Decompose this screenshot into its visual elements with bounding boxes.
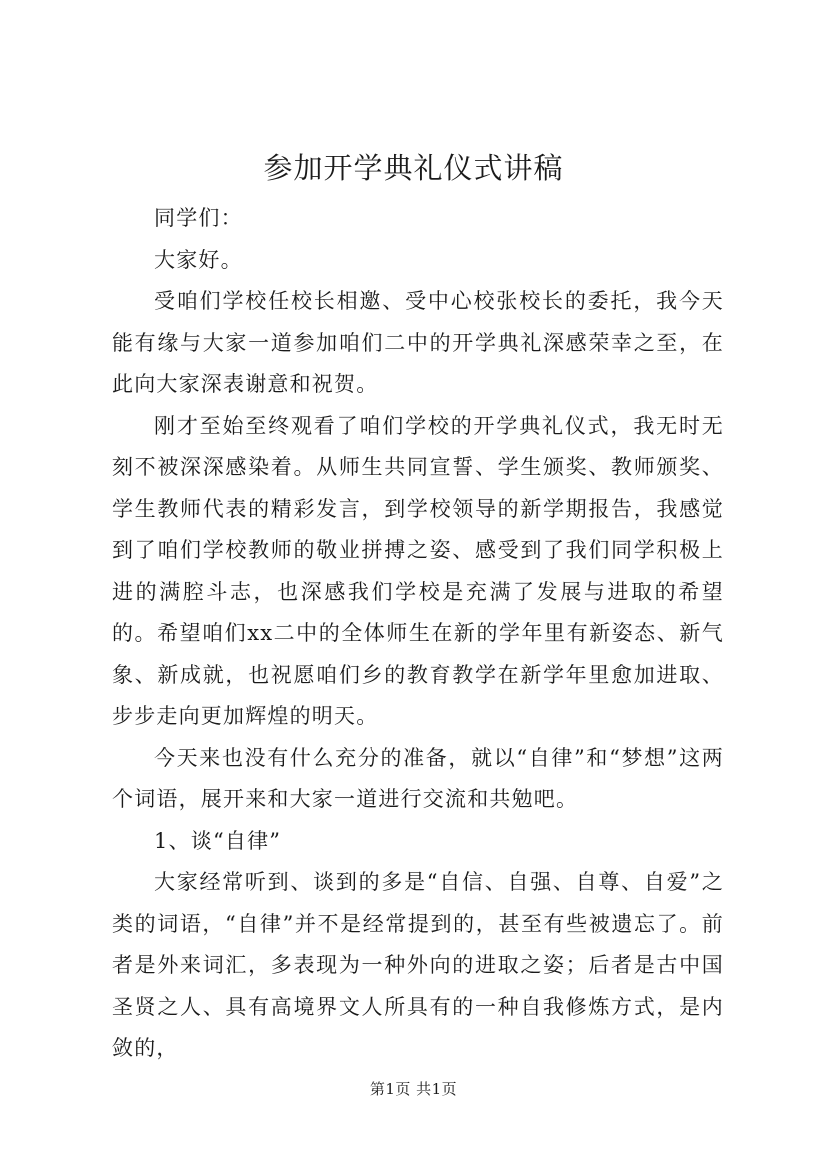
paragraph-thanks: 受咱们学校任校长相邀、受中心校张校长的委托，我今天能有缘与大家一道参加咱们二中的开学典礼深感荣幸之至，在此向大家深表谢意和祝贺。	[112, 289, 724, 396]
page-footer: 第1页 共1页	[369, 1080, 458, 1098]
paragraph-topic-intro: 今天来也没有什么充分的准备，就以“自律”和“梦想”这两个词语，展开来和大家一道进行交流和共勉吧。	[112, 745, 724, 811]
paragraph-ceremony: 刚才至始至终观看了咱们学校的开学典礼仪式，我无时无刻不被深深感染着。从师生共同宣誓、学生颁奖、教师颁奖、学生教师代表的精彩发言，到学校领导的新学期报告，我感觉到了咱们学校教师的敬业拼搏之姿、感受到了我们同学积极上进的满腔斗志，也深感我们学校是充满了发展与进取的希望的。希望咱们xx二中的全体师生在新的学年里有新姿态、新气象、新成就，也祝愿咱们乡的教育教学在新学年里愈加进取、步步走向更加辉煌的明天。	[112, 413, 724, 728]
document-body	[112, 198, 724, 1070]
paragraph-self-discipline: 大家经常听到、谈到的多是“自信、自强、自尊、自爱”之类的词语，“自律”并不是经常提到的，甚至有些被遗忘了。前者是外来词汇，多表现为一种外向的进取之姿；后者是古中国圣贤之人、具有高境界文人所具有的一种自我修炼方式，是内敛的，	[112, 870, 724, 1060]
paragraph-salutation: 同学们：	[154, 206, 243, 230]
paragraph-greeting: 大家好。	[154, 247, 243, 272]
section-heading-self-discipline: 1、谈“自律”	[154, 828, 282, 853]
document-title: 参加开学典礼仪式讲稿	[263, 151, 564, 185]
